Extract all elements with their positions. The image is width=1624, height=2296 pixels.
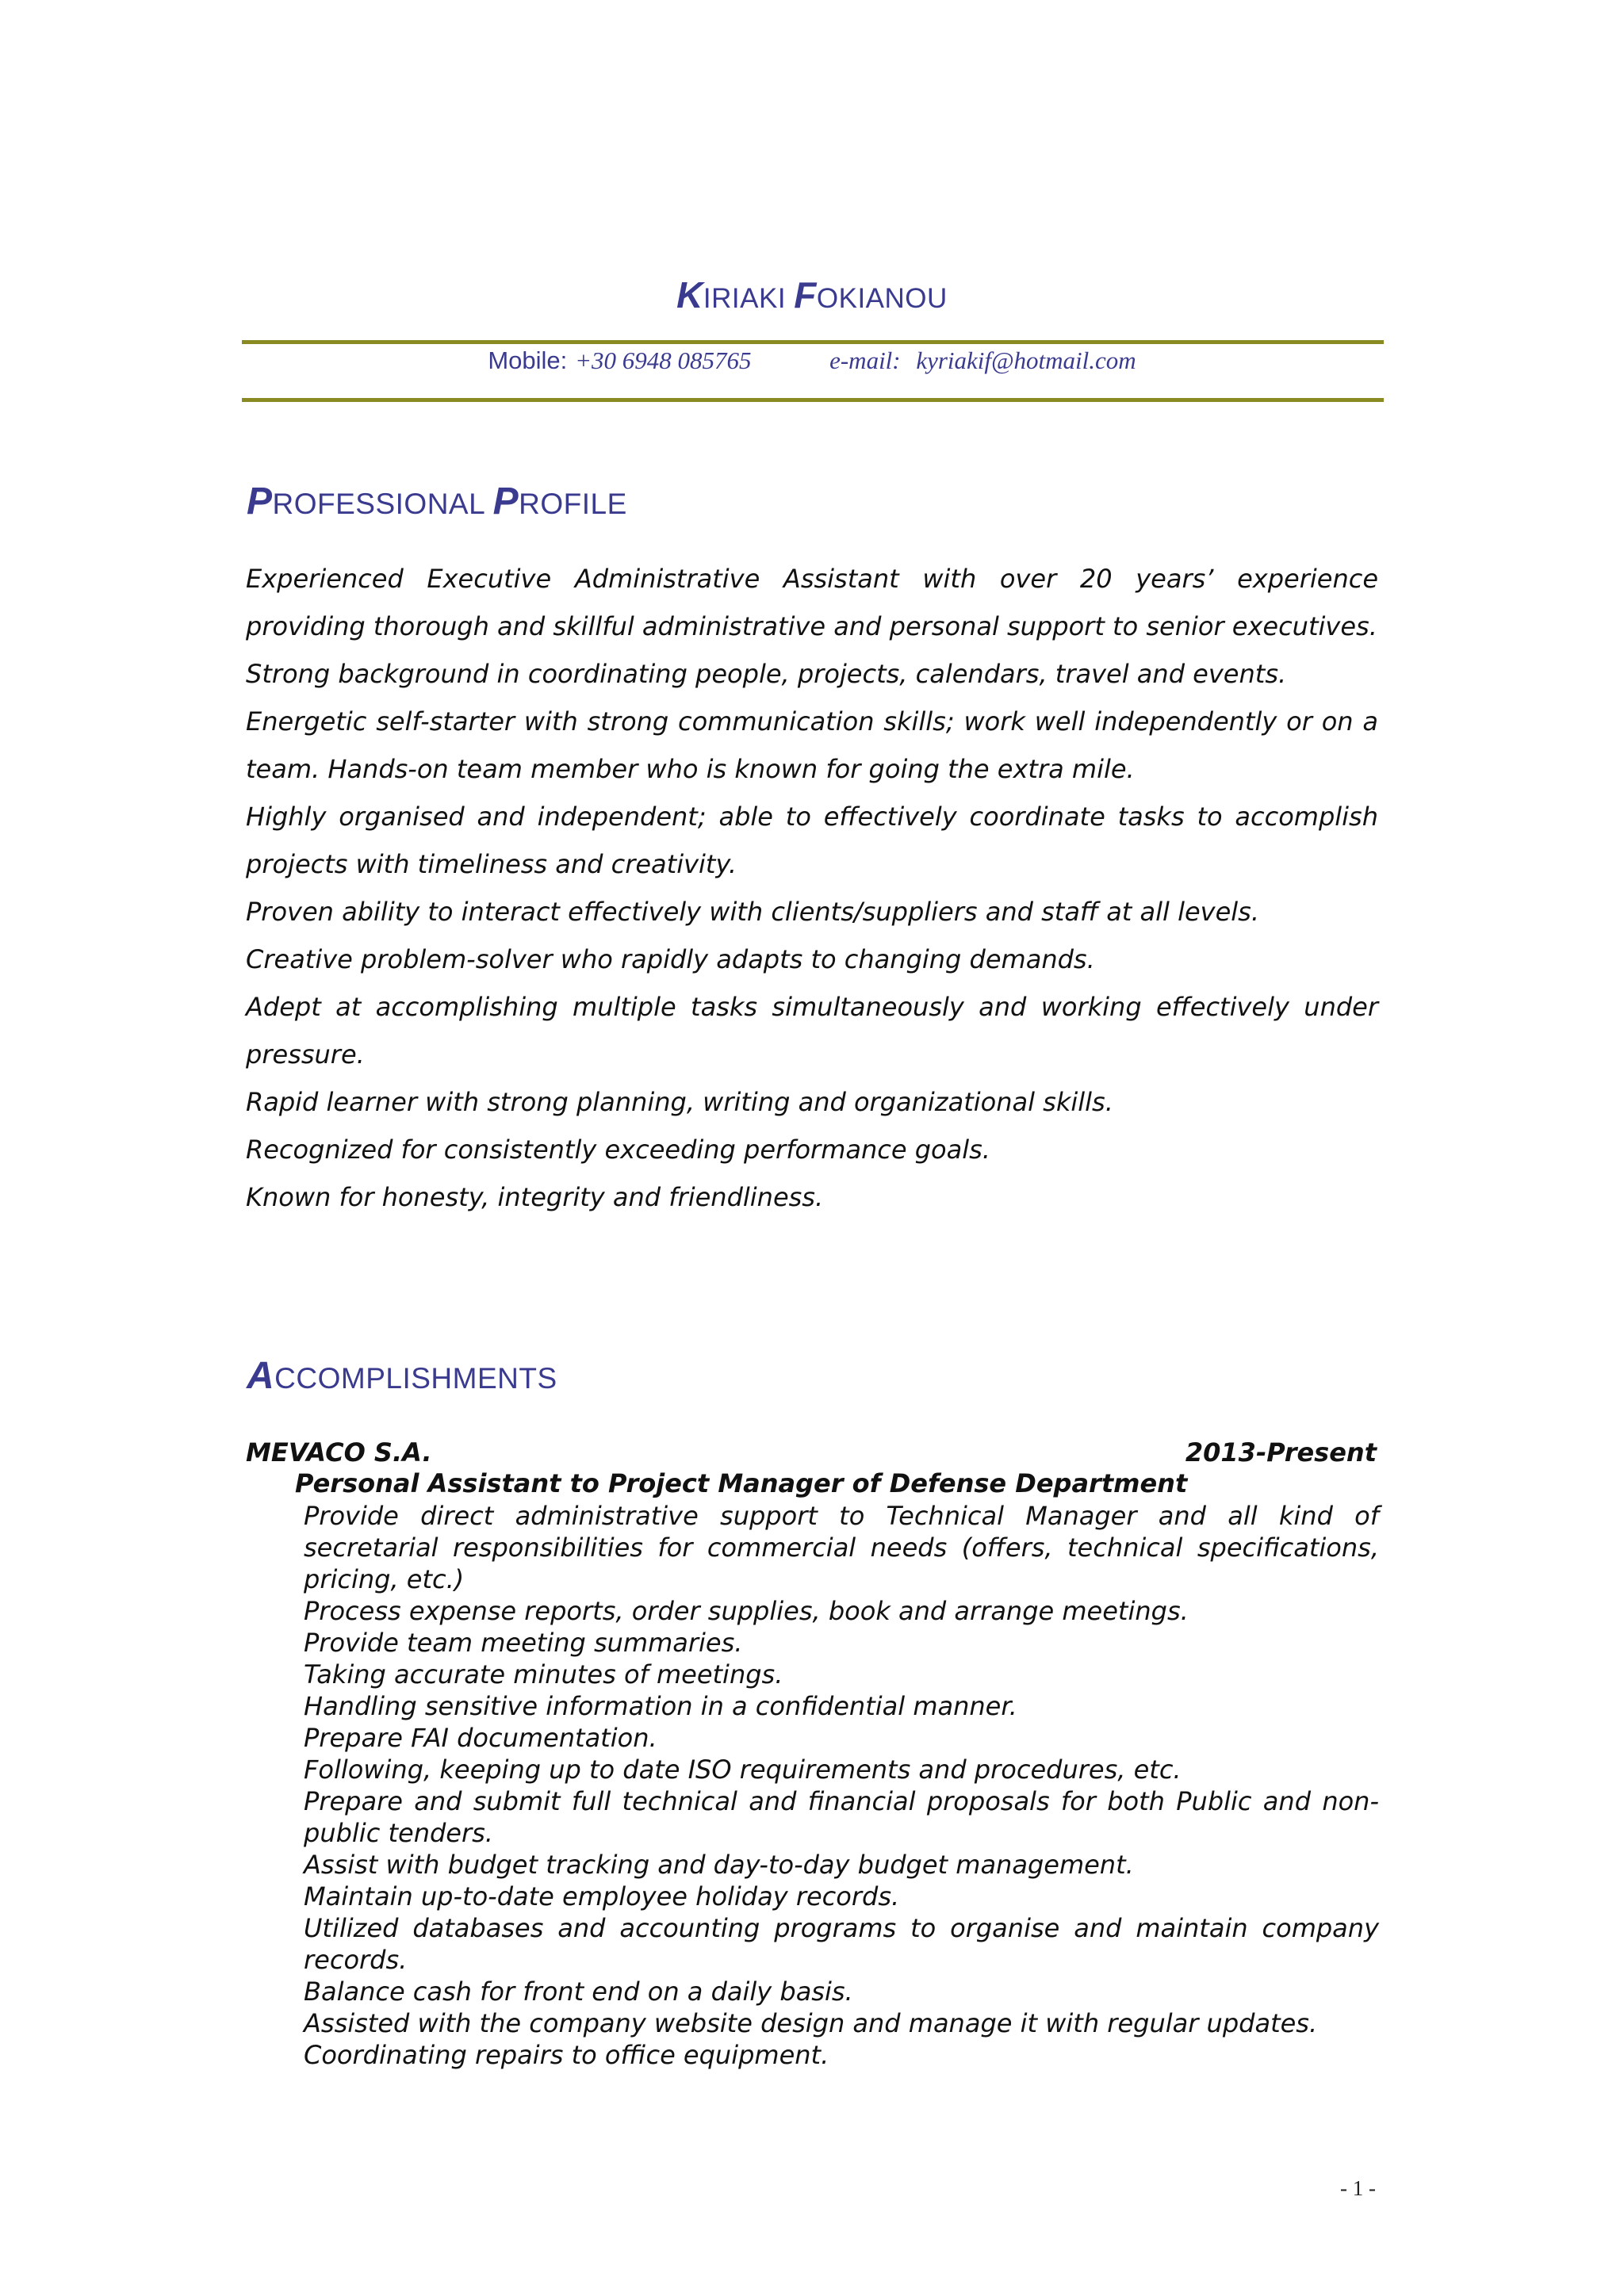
contact-line [0,346,1624,375]
profile-item: Known for honesty, integrity and friendliness. [246,1182,824,1212]
mobile-label: Mobile: [488,346,568,374]
profile-item: Strong background in coordinating people, projects, calendars, travel and events. [246,659,1287,689]
profile-item: Proven ability to interact effectively with clients/suppliers and staff at all levels. [246,897,1260,927]
company-name: MEVACO S.A. [246,1437,432,1468]
duty-item: Provide direct administrative support to Technical Manager and all kind of secretarial responsibilities for commercial needs (offers, technical specifications, pricing, etc.) [304,1501,1379,1594]
duty-item: Prepare FAI documentation. [304,1723,657,1753]
duty-item: Utilized databases and accounting programs to organise and maintain company records. [304,1913,1379,1975]
duty-item: Process expense reports, order supplies, book and arrange meetings. [304,1596,1189,1626]
duties-list [304,1500,1379,2071]
duty-item: Taking accurate minutes of meetings. [304,1659,783,1689]
mobile-number: +30 6948 085765 [575,346,752,374]
name-first-rest: IRIAKI [703,283,787,314]
profile-item: Experienced Executive Administrative Assistant with over 20 years’ experience providing thorough and skillful administrative and personal support to senior executives. [246,564,1378,641]
header-top-rule [242,340,1384,344]
email-label: e-mail: [829,346,901,374]
name-first-initial: K [676,274,703,316]
heading-text: CCOMPLISHMENTS [274,1362,557,1395]
duty-item: Coordinating repairs to office equipment. [304,2040,829,2070]
profile-item: Creative problem-solver who rapidly adapts to changing demands. [246,944,1095,974]
employment-period: 2013-Present [1185,1437,1377,1468]
professional-profile-heading [247,480,627,523]
heading-initial: P [492,480,519,522]
profile-item: Adept at accomplishing multiple tasks simultaneously and working effectively under pressure. [246,992,1378,1070]
email-address[interactable]: kyriakif@hotmail.com [916,346,1136,374]
heading-initial: A [247,1355,275,1397]
accomplishments-heading [247,1354,557,1398]
job-title: Personal Assistant to Project Manager of Defense Department [295,1468,1188,1498]
duty-item: Handling sensitive information in a confidential manner. [304,1691,1017,1721]
duty-item: Provide team meeting summaries. [304,1628,743,1658]
profile-item: Energetic self-starter with strong communication skills; work well independently or on a team. Hands-on team member who is known for going the extra mile. [246,706,1378,784]
duty-item: Prepare and submit full technical and financial proposals for both Public and non-public tenders. [304,1786,1379,1848]
duty-item: Assist with budget tracking and day-to-day budget management. [304,1850,1134,1880]
name-last-rest: OKIANOU [816,283,948,314]
header-bottom-rule [242,398,1384,402]
heading-text: ROFILE [519,488,627,520]
profile-item: Highly organised and independent; able to effectively coordinate tasks to accomplish projects with timeliness and creativity. [246,802,1378,879]
heading-initial: P [247,480,273,522]
candidate-name [0,274,1624,316]
profile-item: Rapid learner with strong planning, writing and organizational skills. [246,1087,1113,1117]
heading-text: ROFESSIONAL [272,488,493,520]
name-last-initial: F [794,274,817,316]
page-number: - 1 - [1340,2176,1376,2200]
duty-item: Balance cash for front end on a daily basis. [304,1976,853,2007]
duty-item: Following, keeping up to date ISO requirements and procedures, etc. [304,1755,1182,1785]
employment-header [246,1437,1377,1468]
profile-list [246,555,1378,1221]
duty-item: Maintain up-to-date employee holiday records. [304,1881,900,1911]
profile-item: Recognized for consistently exceeding performance goals. [246,1135,990,1165]
duty-item: Assisted with the company website design and manage it with regular updates. [304,2008,1318,2038]
